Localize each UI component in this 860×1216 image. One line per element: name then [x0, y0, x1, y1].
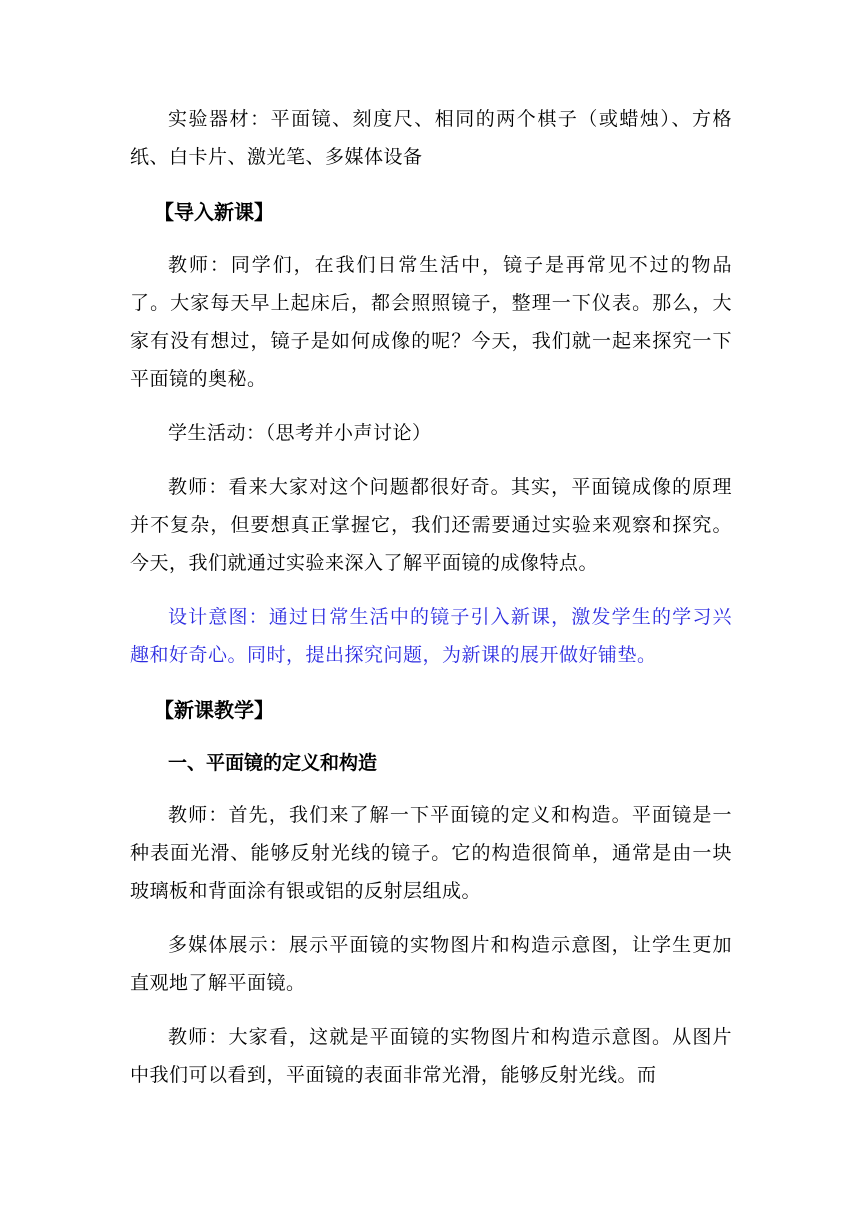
materials-paragraph: 实验器材：平面镜、刻度尺、相同的两个棋子（或蜡烛）、方格纸、白卡片、激光笔、多媒体设备 [130, 108, 732, 168]
design-intent-paragraph: 设计意图：通过日常生活中的镜子引入新课，激发学生的学习兴趣和好奇心。同时，提出探究问题，为新课的展开做好铺垫。 [130, 606, 732, 666]
teacher-paragraph-1: 教师：同学们，在我们日常生活中，镜子是再常见不过的物品了。大家每天早上起床后，都会照照镜子，整理一下仪表。那么，大家有没有想过，镜子是如何成像的呢？今天，我们就一起来探究一下平面镜的奥秘。 [130, 254, 732, 390]
new-lesson-heading: 【新课教学】 [154, 698, 274, 722]
document-content [130, 100, 732, 1110]
teacher-paragraph-2: 教师：看来大家对这个问题都很好奇。其实，平面镜成像的原理并不复杂，但要想真正掌握它，我们还需要通过实验来观察和探究。今天，我们就通过实验来深入了解平面镜的成像特点。 [130, 476, 732, 574]
student-activity-paragraph: 学生活动：（思考并小声讨论） [168, 422, 432, 444]
teacher-paragraph-4: 教师：大家看，这就是平面镜的实物图片和构造示意图。从图片中我们可以看到，平面镜的表面非常光滑，能够反射光线。而 [130, 1026, 732, 1086]
section-one-heading: 一、平面镜的定义和构造 [168, 752, 378, 774]
teacher-paragraph-3: 教师：首先，我们来了解一下平面镜的定义和构造。平面镜是一种表面光滑、能够反射光线的镜子。它的构造很简单，通常是由一块玻璃板和背面涂有银或铝的反射层组成。 [130, 804, 732, 902]
intro-heading: 【导入新课】 [154, 200, 274, 224]
multimedia-paragraph: 多媒体展示：展示平面镜的实物图片和构造示意图，让学生更加直观地了解平面镜。 [130, 934, 732, 994]
